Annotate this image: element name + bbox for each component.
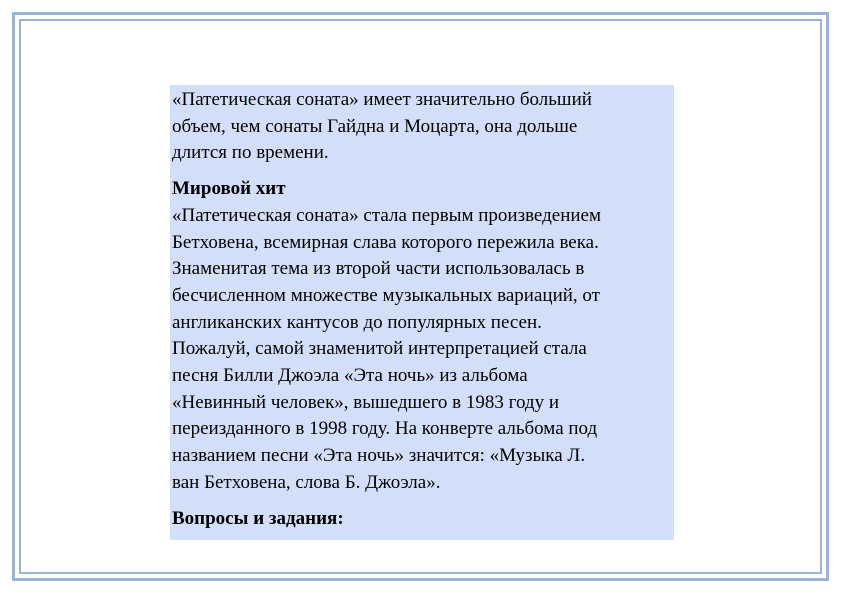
text-line: «Невинный человек», вышедшего в 1983 году и [172, 391, 559, 413]
paragraph-intro [172, 87, 674, 167]
text-line: бесчисленном множестве музыкальных вариаций, от [172, 284, 600, 306]
text-line: Бетховена, всемирная слава которого пережила века. [172, 231, 599, 253]
text-line: «Патетическая соната» стала первым произведением [172, 204, 602, 226]
text-line: Знаменитая тема из второй части использовалась в [172, 258, 585, 280]
text-line: длится по времени. [172, 142, 329, 164]
text-line: переизданного в 1998 году. На конверте альбома под [172, 418, 598, 440]
section-heading: Мировой хит [172, 178, 286, 200]
questions-heading: Вопросы и задания: [172, 507, 344, 529]
text-line: названием песни «Эта ночь» значится: «Музыка Л. [172, 445, 586, 467]
text-line: англиканских кантусов до популярных песен. [172, 311, 542, 333]
text-line: Пожалуй, самой знаменитой интерпретацией стала [172, 338, 587, 360]
text-line: песня Билли Джоэла «Эта ночь» из альбома [172, 365, 528, 387]
text-box [170, 85, 674, 540]
text-line: «Патетическая соната» имеет значительно больший [172, 89, 592, 110]
text-line: ван Бетховена, слова Б. Джоэла». [172, 471, 441, 493]
text-line: объем, чем сонаты Гайдна и Моцарта, она дольше [172, 115, 578, 137]
paragraph-world-hit [172, 203, 674, 497]
